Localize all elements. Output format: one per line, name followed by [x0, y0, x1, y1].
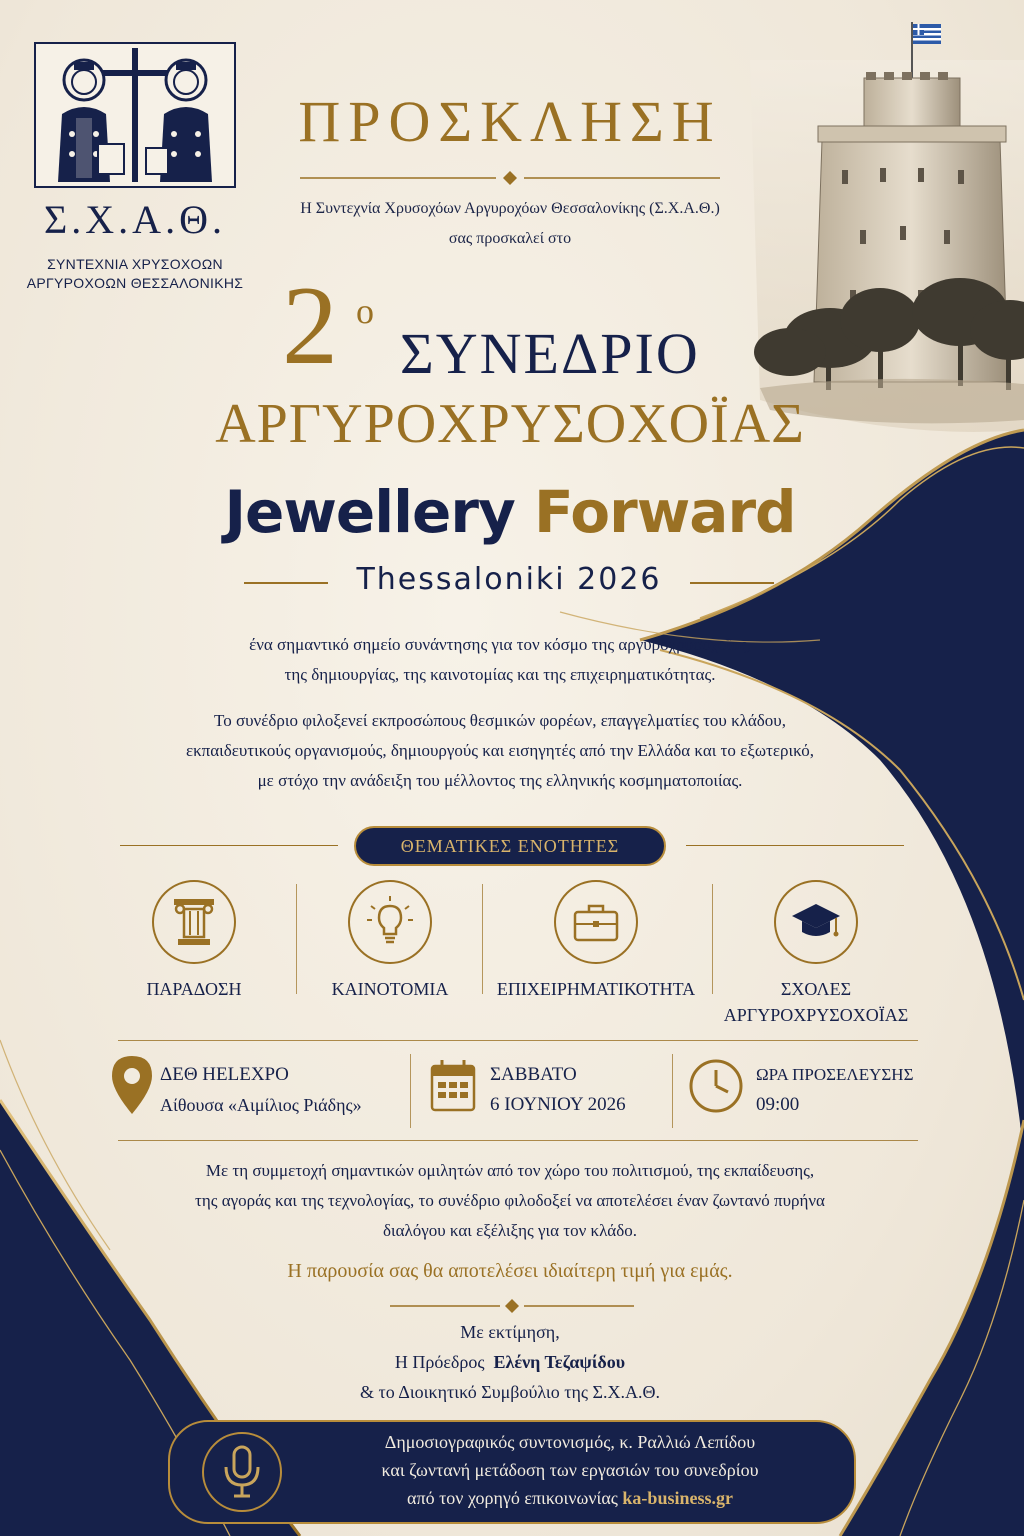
theme-schools — [716, 880, 916, 1028]
date-block — [490, 1060, 626, 1120]
info-top-rule — [118, 1040, 918, 1041]
description-p2-line2: εκπαιδευτικούς οργανισμούς, δημιουργούς και εισηγητές από την Ελλάδα και το εξωτερικό, — [185, 741, 815, 760]
invitation-title: ΠΡΟΣΚΛΗΣΗ — [298, 89, 722, 154]
city-year-row — [244, 562, 774, 602]
venue-name: ΔΕΘ HELEXPO — [160, 1064, 289, 1085]
logo-subtitle-line2: ΑΡΓΥΡΟΧΟΩΝ ΘΕΣΣΑΛΟΝΙΚΗΣ — [26, 275, 244, 291]
media-line1: Δημοσιογραφικός συντονισμός, κ. Ραλλιώ Λεπίδου — [384, 1432, 756, 1452]
venue-hall: Αίθουσα «Αιμίλιος Ριάδης» — [160, 1095, 362, 1115]
description-paragraph-1 — [110, 630, 890, 690]
closing-paragraph — [120, 1156, 900, 1246]
briefcase-icon — [554, 880, 638, 964]
brand-word-forward: Forward — [534, 478, 796, 546]
honor-message: Η παρουσία σας θα αποτελέσει ιδιαίτερη τιμή για εμάς. — [287, 1260, 733, 1282]
ornament-divider — [300, 168, 720, 188]
intro-line2: σας προσκαλεί στο — [448, 230, 572, 247]
info-separator — [672, 1054, 673, 1128]
theme-label-schools-line1: ΣΧΟΛΕΣ — [780, 979, 852, 999]
signature-regards: Με εκτίμηση, — [460, 1322, 560, 1342]
theme-label-tradition: ΠΑΡΑΔΟΣΗ — [146, 979, 242, 999]
closing-line1: Με τη συμμετοχή σημαντικών ομιλητών από τον χώρο του πολιτισμού, της εκπαίδευσης, — [205, 1161, 815, 1180]
event-day: ΣΑΒΒΑΤΟ — [490, 1064, 577, 1085]
brand-word-jewellery: Jewellery — [224, 478, 515, 546]
calendar-icon — [430, 1058, 476, 1112]
microphone-icon — [202, 1432, 282, 1512]
theme-tradition — [94, 880, 294, 1002]
event-date: 6 ΙΟΥΝΙΟΥ 2026 — [490, 1094, 626, 1115]
graduation-cap-icon — [774, 880, 858, 964]
theme-separator — [482, 884, 483, 994]
saints-emblem-icon — [36, 44, 234, 186]
logo-subtitle-line1: ΣΥΝΤΕΧΝΙΑ ΧΡΥΣΟΧΟΩΝ — [47, 256, 223, 272]
media-line3 — [310, 1488, 830, 1509]
city-year: Thessaloniki 2026 — [356, 562, 662, 597]
edition-number: 2 — [282, 264, 338, 388]
column-icon — [152, 880, 236, 964]
description-p1-line2: της δημιουργίας, της καινοτομίας και της επιχειρηματικότητας. — [284, 665, 716, 684]
theme-label-schools — [716, 976, 916, 1028]
venue-block — [160, 1060, 362, 1120]
theme-label-innovation: ΚΑΙΝΟΤΟΜΙΑ — [331, 979, 449, 999]
white-tower-illustration — [750, 22, 1024, 432]
description-p2-line1: Το συνέδριο φιλοξενεί εκπροσώπους θεσμικών φορέων, επαγγελματίες του κλάδου, — [214, 711, 786, 730]
president-title: Η Πρόεδρος — [394, 1352, 485, 1372]
signature-board: & το Διοικητικό Συμβούλιο της Σ.Χ.Α.Θ. — [360, 1382, 660, 1402]
brand-title — [170, 478, 850, 546]
media-line2: και ζωντανή μετάδοση των εργασιών του συνεδρίου — [381, 1460, 759, 1480]
closing-line3: διαλόγου και εξέλιξης για τον κλάδο. — [383, 1221, 637, 1240]
signature-president — [220, 1352, 800, 1373]
media-line3-prefix: από τον χορηγό επικοινωνίας — [407, 1488, 618, 1508]
clock-icon — [688, 1058, 744, 1114]
theme-separator — [712, 884, 713, 994]
themes-left-rule — [120, 845, 338, 846]
logo-title: Σ.Χ.Α.Θ. — [44, 197, 226, 242]
info-separator — [410, 1054, 411, 1128]
theme-label-schools-line2: ΑΡΓΥΡΟΧΡΥΣΟΧΟΪΑΣ — [723, 1005, 909, 1025]
info-bottom-rule — [118, 1140, 918, 1141]
description-paragraph-2 — [110, 706, 890, 796]
intro-line1: Η Συντεχνία Χρυσοχόων Αργυροχόων Θεσσαλονίκης (Σ.Χ.Α.Θ.) — [300, 200, 720, 217]
themes-heading: ΘΕΜΑΤΙΚΕΣ ΕΝΟΤΗΤΕΣ — [354, 826, 666, 866]
description-p2-line3: με στόχο την ανάδειξη του μέλλοντος της ελληνικής κοσμηματοποιίας. — [257, 771, 743, 790]
location-pin-icon — [110, 1054, 154, 1116]
theme-entrepreneurship — [496, 880, 696, 1002]
president-name: Ελένη Τεζαψίδου — [493, 1352, 626, 1372]
guild-logo — [34, 42, 236, 188]
conference-title-line2: ΑΡΓΥΡΟΧΡΥΣΟΧΟΪΑΣ — [215, 393, 805, 455]
ornament-divider — [390, 1296, 634, 1316]
arrival-block — [756, 1060, 913, 1120]
arrival-time: 09:00 — [756, 1094, 800, 1115]
lightbulb-icon — [348, 880, 432, 964]
city-right-rule — [690, 582, 774, 584]
conference-title-line1: ΣΥΝΕΔΡΙΟ — [400, 321, 700, 386]
sponsor-link[interactable]: ka-business.gr — [622, 1488, 733, 1508]
description-p1-line1: ένα σημαντικό σημείο συνάντησης για τον κόσμο της αργυροχρυσοχοΐας, — [249, 635, 751, 654]
themes-right-rule — [686, 845, 904, 846]
arrival-label: ΩΡΑ ΠΡΟΣΕΛΕΥΣΗΣ — [756, 1065, 914, 1084]
edition-ordinal: ο — [356, 291, 374, 331]
closing-line2: της αγοράς και της τεχνολογίας, το συνέδριο φιλοδοξεί να αποτελέσει έναν ζωντανό πυρήνα — [195, 1191, 825, 1210]
media-sponsor-box — [168, 1420, 856, 1524]
theme-label-entrepreneurship: ΕΠΙΧΕΙΡΗΜΑΤΙΚΟΤΗΤΑ — [496, 979, 696, 999]
theme-innovation — [290, 880, 490, 1002]
